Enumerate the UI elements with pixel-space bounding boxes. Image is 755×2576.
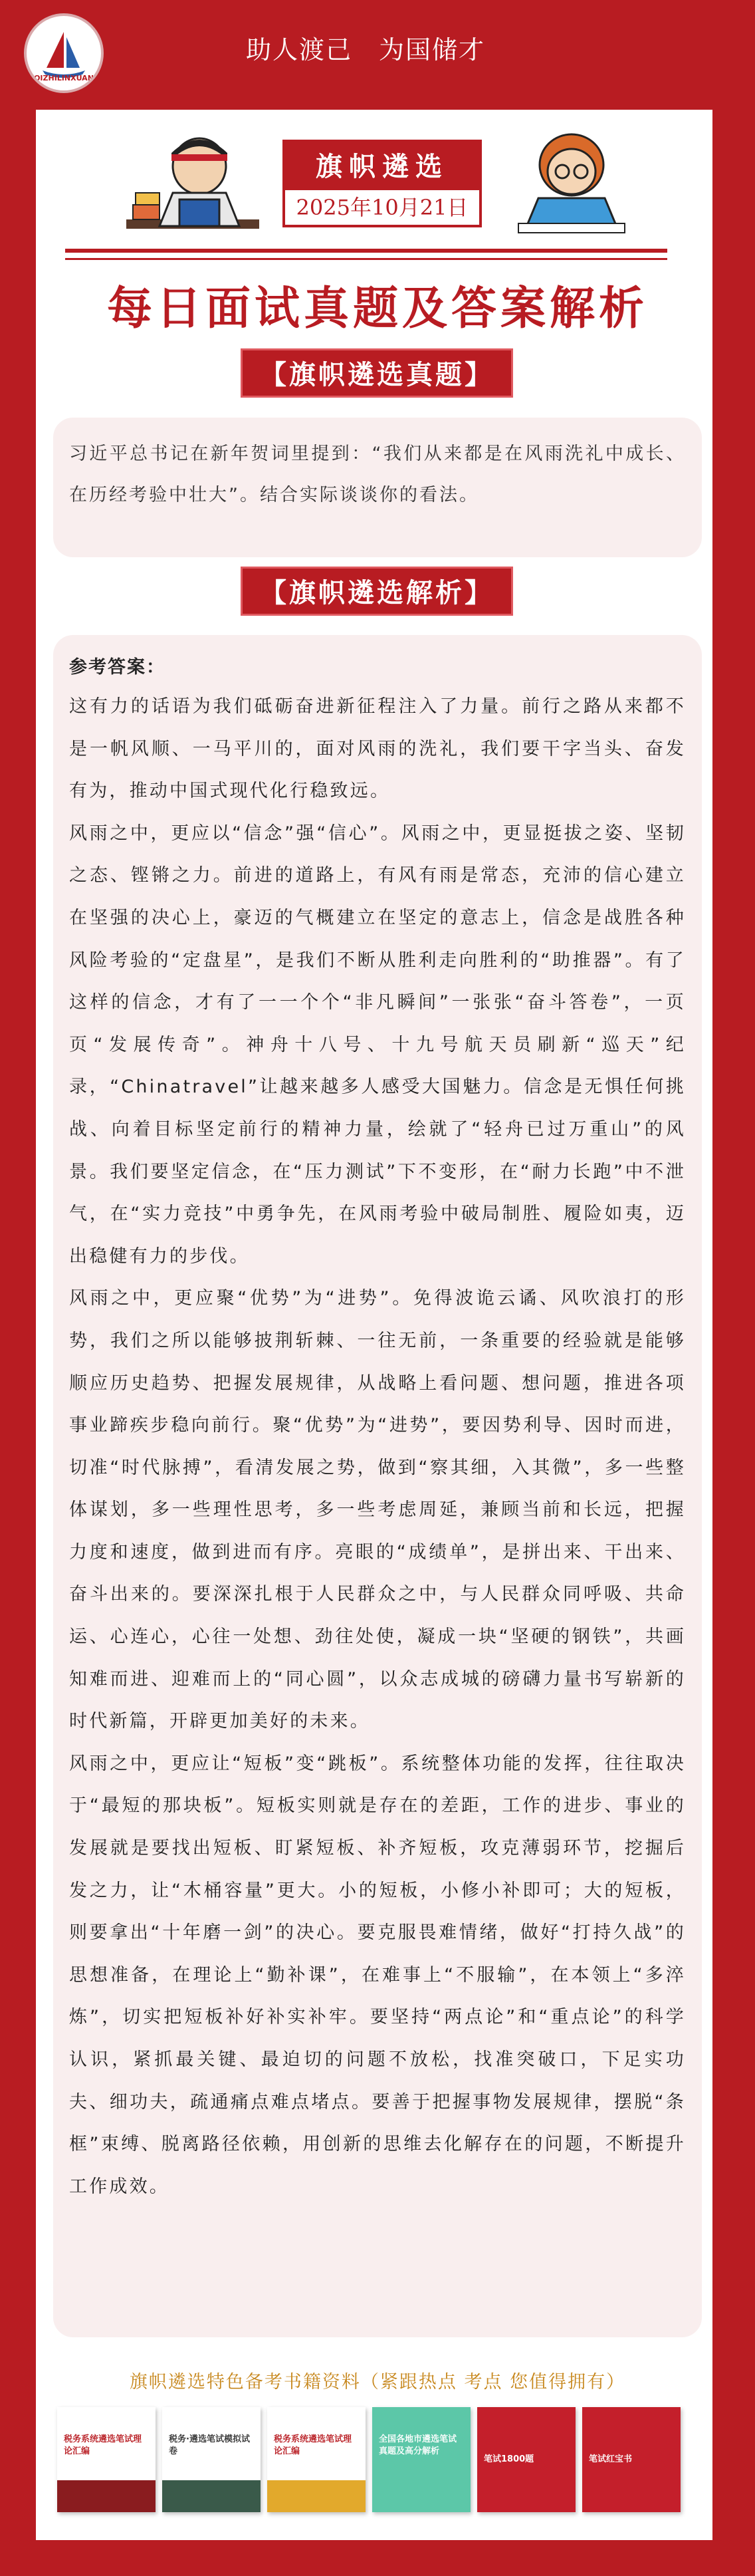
book-cover[interactable] — [582, 2407, 681, 2512]
date-label: 2025年10月21日 — [282, 188, 482, 227]
book-cover[interactable] — [372, 2407, 471, 2512]
book-title: 全国各地市遴选笔试真题及高分解析 — [379, 2434, 457, 2456]
book-title: 税务系统遴选笔试理论汇编 — [64, 2434, 142, 2456]
top-bar — [0, 0, 755, 100]
book-cover[interactable] — [57, 2407, 156, 2512]
book-shelf — [57, 2407, 708, 2512]
answer-paragraph: 风雨之中，更应让“短板”变“跳板”。系统整体功能的发挥，往往取决于“最短的那块板”。短板实则就是存在的差距，工作的进步、事业的发展就是要找出短板、盯紧短板、补齐短板，攻克薄弱环节，挖掘后发之力，让“木桶容量”更大。小的短板，小修小补即可；大的短板，则要拿出“十年磨一剑”的决心。要克服畏难情绪，做好“打持久战”的思想准备，在理论上“勤补课”，在难事上“不服输”，在本领上“多淬炼”，切实把短板补好补实补牢。要坚持“两点论”和“重点论”的科学认识，紧抓最关键、最迫切的问题不放松，找准突破口，下足实功夫、细功夫，疏通痛点难点堵点。要善于把握事物发展规律，摆脱“条框”束缚、脱离路径依赖，用创新的思维去化解存在的问题，不断提升工作成效。 — [69, 1753, 686, 2197]
answer-paragraph: 风雨之中，更应以“信念”强“信心”。风雨之中，更显挺拔之姿、坚韧之态、铿锵之力。前进的道路上，有风有雨是常态，充沛的信心建立在坚强的决心上，豪迈的气概建立在坚定的意志上，信念是战胜各种风险考验的“定盘星”，是我们不断从胜利走向胜利的“助推器”。有了这样的信念，才有了一一个个“非凡瞬间”一张张“奋斗答卷”，一页页“发展传奇”。神舟十八号、十九号航天员刷新“巡天”纪录，“Chinatravel”让越来越多人感受大国魅力。信念是无惧任何挑战、向着目标坚定前行的精神力量，绘就了“轻舟已过万重山”的风景。我们要坚定信念，在“压力测试”下不变形，在“耐力长跑”中不泄气，在“实力竞技”中勇争先，在风雨考验中破局制胜、履险如夷，迈出稳健有力的步伐。 — [69, 823, 686, 1267]
brand-title: 旗帜遴选 — [282, 140, 482, 190]
book-cover[interactable] — [162, 2407, 261, 2512]
answer-heading: 参考答案： — [69, 657, 165, 678]
divider — [65, 258, 667, 260]
book-cover[interactable] — [267, 2407, 366, 2512]
book-title: 笔试1800题 — [484, 2454, 534, 2464]
answer-label: 【旗帜遴选解析】 — [241, 567, 513, 616]
book-title: 笔试红宝书 — [589, 2454, 633, 2464]
reading-student-illustration — [113, 126, 272, 246]
promo-text: 旗帜遴选特色备考书籍资料（紧跟热点 考点 您值得拥有） — [129, 2372, 626, 2392]
divider — [65, 249, 667, 253]
answer-paragraph: 这有力的话语为我们砥砺奋进新征程注入了力量。前行之路从来都不是一帆风顺、一马平川的，面对风雨的洗礼，我们要干字当头、奋发有为，推动中国式现代化行稳致远。 — [69, 696, 686, 802]
writing-student-illustration — [492, 124, 651, 243]
page-title: 每日面试真题及答案解析 — [106, 283, 648, 335]
question-text: 习近平总书记在新年贺词里提到：“我们从来都是在风雨洗礼中成长、在历经考验中壮大”。结合实际谈谈你的看法。 — [69, 444, 686, 505]
cover-band — [57, 2480, 156, 2512]
logo-subtext: QIZHILINXUAN — [34, 74, 94, 82]
answer-panel — [53, 635, 702, 2337]
slogan: 助人渡己 为国储才 — [246, 35, 486, 64]
cover-band — [267, 2480, 366, 2512]
answer-paragraph: 风雨之中，更应聚“优势”为“进势”。免得波诡云谲、风吹浪打的形势，我们之所以能够披荆斩棘、一往无前，一条重要的经验就是能够顺应历史趋势、把握发展规律，从战略上看问题、想问题，推进各项事业蹄疾步稳向前行。聚“优势”为“进势”，要因势利导、因时而进，切准“时代脉搏”，看清发展之势，做到“察其细，入其微”，多一些整体谋划，多一些理性思考，多一些考虑周延，兼顾当前和长远，把握力度和速度，做到进而有序。亮眼的“成绩单”，是拼出来、干出来、奋斗出来的。要深深扎根于人民群众之中，与人民群众同呼吸、共命运、心连心，心往一处想、劲往处使，凝成一块“坚硬的钢铁”，共画知难而进、迎难而上的“同心圆”，以众志成城的磅礴力量书写崭新的时代新篇，开辟更加美好的未来。 — [69, 1288, 686, 1732]
book-title: 税务·遴选笔试模拟试卷 — [169, 2434, 250, 2456]
question-label: 【旗帜遴选真题】 — [241, 348, 513, 398]
book-title: 税务系统遴选笔试理论汇编 — [274, 2434, 352, 2456]
book-cover[interactable] — [477, 2407, 576, 2512]
question-panel — [53, 418, 702, 557]
cover-band — [162, 2480, 261, 2512]
brand-logo — [24, 13, 104, 93]
